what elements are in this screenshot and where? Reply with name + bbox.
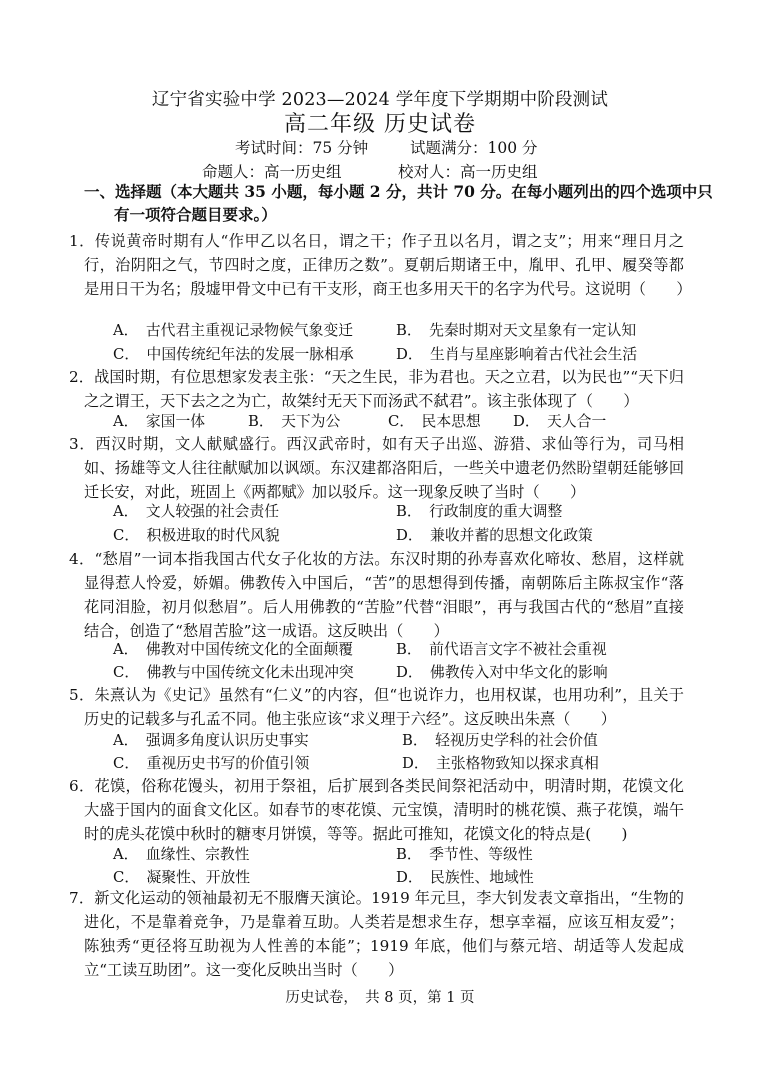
- q3-option-c: C． 积极进取的时代风貌: [113, 527, 280, 544]
- q4-option-d: D． 佛教传入对中华文化的影响: [396, 664, 608, 681]
- question-2: 2．战国时期，有位思想家发表主张：“天之生民，非为君也。天之立君，以为民也”“天下归之之谓王，天下去之之为亡，故桀纣无天下而汤武不弑君”。该主张体现了（ ）: [69, 368, 684, 410]
- q4-option-c: C． 佛教与中国传统文化未出现冲突: [113, 664, 354, 681]
- q6-option-c: C． 凝聚性、开放性: [113, 869, 251, 886]
- q4-option-a: A． 佛教对中国传统文化的全面颠覆: [113, 641, 354, 658]
- question-6: 6．花馍，俗称花馒头，初用于祭祖，后扩展到各类民间祭祀活动中，明清时期，花馍文化大盛于国内的面食文化区。如春节的枣花馍、元宝馍，清明时的桃花馍、燕子花馍，端午时的虎头花馍中秋时的糖枣月饼馍，等等。据此可推知，花馍文化的特点是( ): [69, 777, 684, 843]
- exam-title: 辽宁省实验中学 2023—2024 学年度下学期期中阶段测试: [151, 90, 609, 110]
- question-5: 5．朱熹认为《史记》虽然有“仁义”的内容，但“也说诈力，也用权谋，也用功利”，且关于历史的记载多与孔孟不同。他主张应该“求义理于六经”。这反映出朱熹（ ）: [69, 686, 684, 728]
- q3-option-d: D． 兼收并蓄的思想文化政策: [396, 527, 593, 544]
- q1-option-c: C． 中国传统纪年法的发展一脉相承: [113, 346, 354, 363]
- setter: 命题人：高一历史组: [202, 163, 342, 181]
- q5-option-c: C． 重视历史书写的价值引领: [113, 755, 310, 772]
- checker: 校对人：高一历史组: [398, 163, 538, 181]
- q2-option-c: C． 民本思想: [388, 413, 481, 430]
- q1-option-a: A． 古代君主重视记录物候气象变迁: [113, 322, 354, 339]
- q5-option-d: D． 主张格物致知以探求真相: [402, 755, 599, 772]
- full-score: 试题满分：100 分: [410, 139, 538, 157]
- q1-option-d: D． 生肖与星座影响着古代社会生活: [396, 346, 638, 363]
- q5-option-a: A． 强调多角度认识历史事实: [113, 732, 309, 749]
- q2-option-b: B． 天下为公: [248, 413, 341, 430]
- q4-option-b: B． 前代语言文字不被社会重视: [396, 641, 607, 658]
- q1-option-b: B． 先秦时期对天文星象有一定认知: [396, 322, 637, 339]
- exam-time: 考试时间：75 分钟: [235, 139, 369, 157]
- exam-subtitle: 高二年级 历史试卷: [284, 112, 476, 137]
- question-1: 1．传说黄帝时期有人“作甲乙以名日，谓之干；作子丑以名月，谓之支”；用来“理日月之行，治阴阳之气，节四时之度，正律历之数”。夏朝后期诸王中，胤甲、孔甲、履癸等都是用日干为名；殷墟甲骨文中已有干支形，商王也多用天干的名字为代号。这说明（ ）: [69, 232, 692, 298]
- question-7: 7．新文化运动的领袖最初无不服膺天演论。1919 年元旦，李大钊发表文章指出，“生物的进化，不是靠着竞争，乃是靠着互助。人类若是想求生存，想享幸福，应该互相友爱”；陈独秀“更径将互助视为人性善的本能”；1919 年底，他们与蔡元培、胡适等人发起成立“工读互助团”。这一变化反映出当时（ ）: [69, 889, 684, 979]
- q6-option-a: A． 血缘性、宗教性: [113, 846, 250, 863]
- question-3: 3．西汉时期，文人献赋盛行。西汉武帝时，如有天子出巡、游猎、求仙等行为，司马相如、扬雄等文人往往献赋加以讽颂。东汉建都洛阳后，一些关中遗老仍然盼望朝廷能够回迁长安，对此，班固上《两都赋》加以驳斥。这一现象反映了当时（ ）: [69, 435, 684, 501]
- q3-option-b: B． 行政制度的重大调整: [396, 503, 563, 520]
- q3-option-a: A． 文人较强的社会责任: [113, 503, 280, 520]
- q6-option-b: B． 季节性、等级性: [396, 846, 533, 863]
- q6-option-d: D． 民族性、地域性: [396, 869, 534, 886]
- page-footer: 历史试卷， 共 8 页，第 1 页: [285, 990, 475, 1006]
- section-heading: 一、选择题（本大题共 35 小题，每小题 2 分，共计 70 分。在每小题列出的四个选项中只有一项符合题目要求。）: [84, 182, 713, 224]
- q2-option-a: A． 家国一体: [113, 413, 206, 430]
- question-4: 4．“愁眉”一词本指我国古代女子化妆的方法。东汉时期的孙寿喜欢化啼妆、愁眉，这样就显得惹人怜爱，娇媚。佛教传入中国后，“苦”的思想得到传播，南朝陈后主陈叔宝作“落花同泪脸，初月似愁眉”。后人用佛教的“苦脸”代替“泪眼”，再与我国古代的“愁眉”直接结合，创造了“愁眉苦脸”这一成语。这反映出（ ）: [69, 550, 684, 640]
- q5-option-b: B． 轻视历史学科的社会价值: [402, 732, 598, 749]
- q2-option-d: D． 天人合一: [513, 413, 607, 430]
